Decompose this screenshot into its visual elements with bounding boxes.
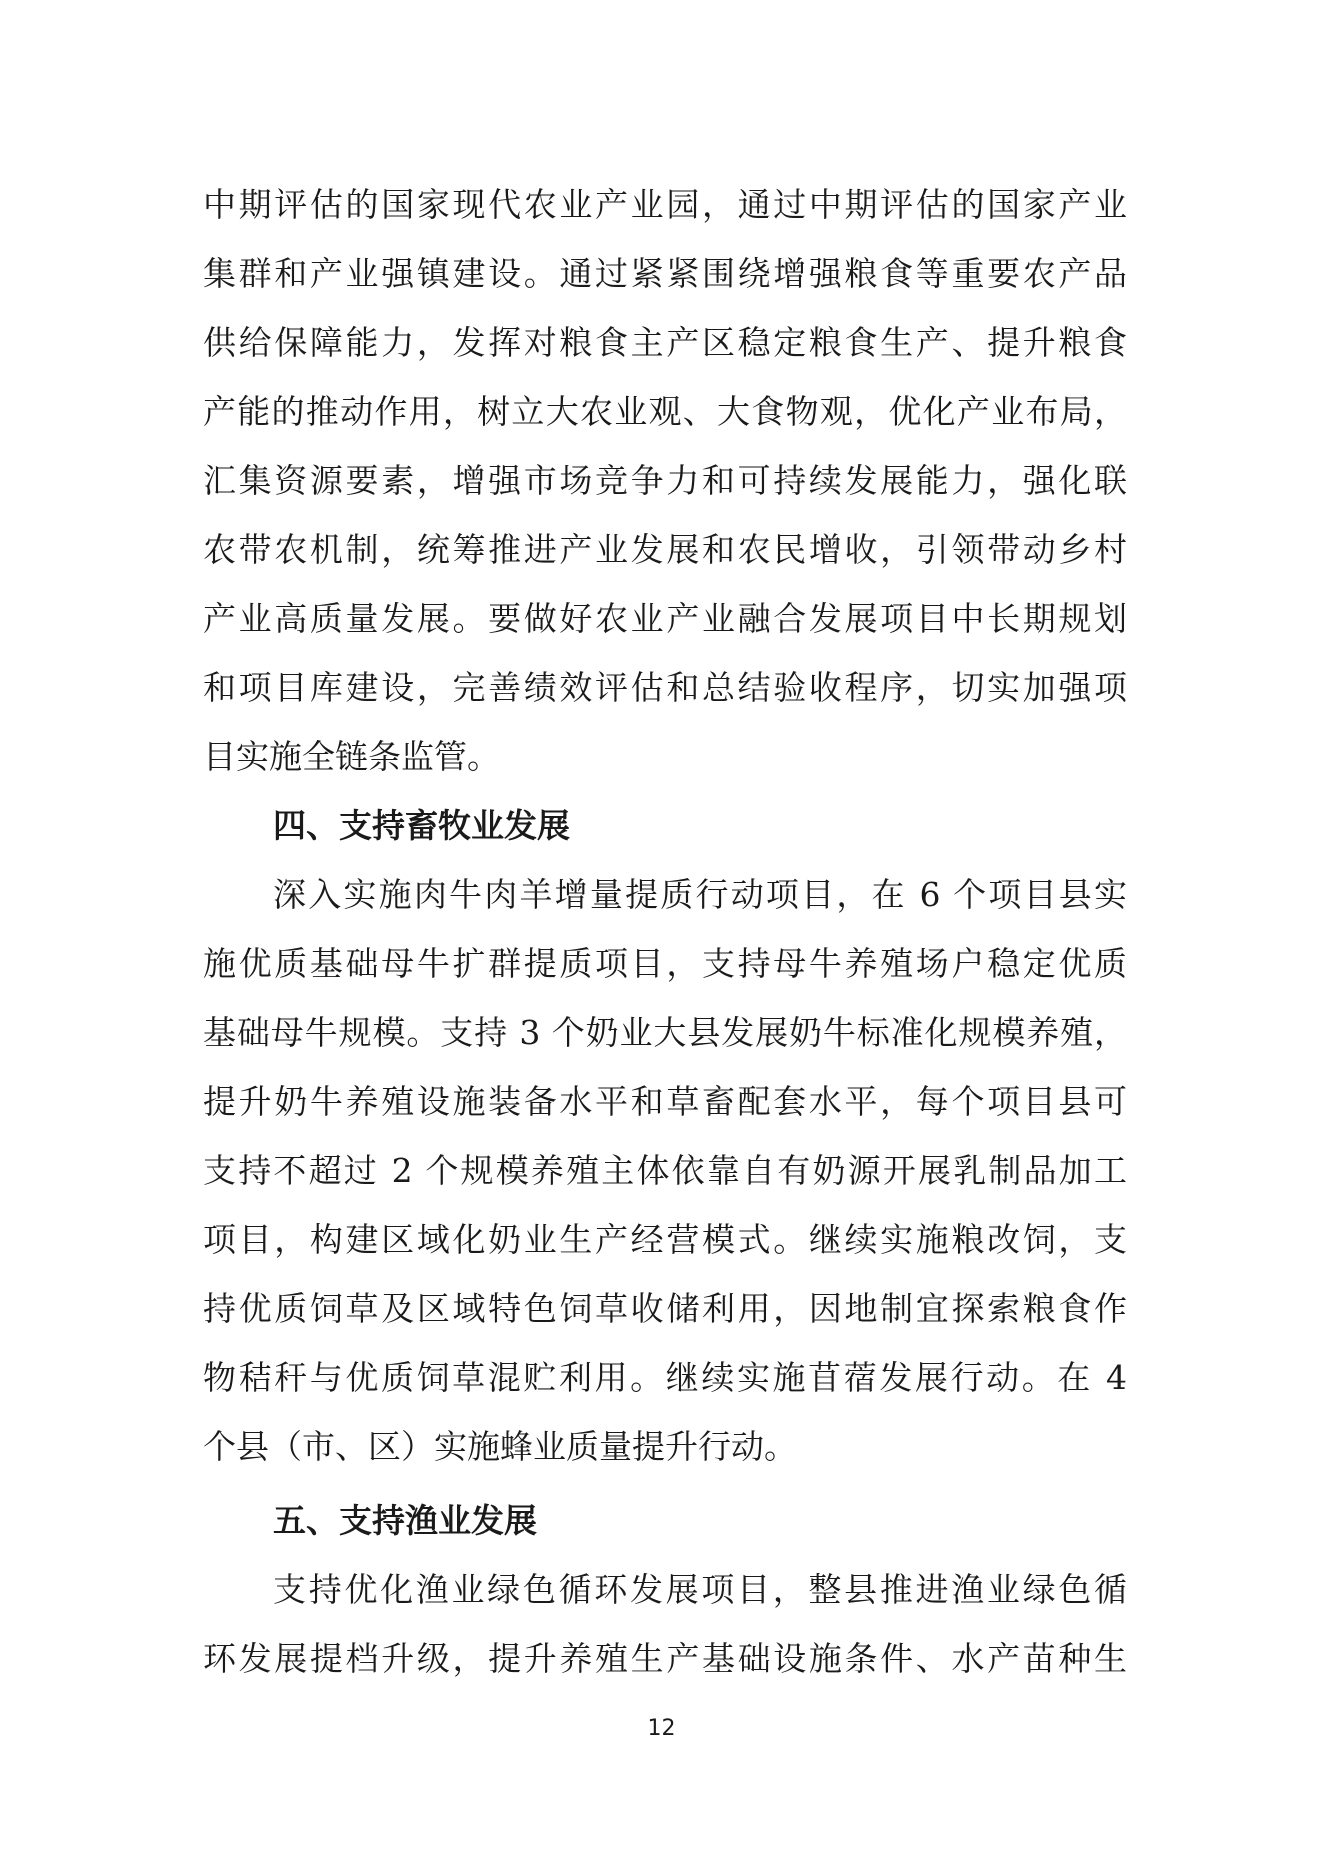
text-line: 基础母牛规模。支持 3 个奶业大县发展奶牛标准化规模养殖，	[203, 1013, 1127, 1052]
text-line: 支持不超过 2 个规模养殖主体依靠自有奶源开展乳制品加工	[203, 1151, 1127, 1190]
page-number: 12	[647, 1716, 676, 1741]
document-body	[203, 170, 1127, 1693]
text-line: 持优质饲草及区域特色饲草收储利用，因地制宜探索粮食作	[203, 1289, 1127, 1328]
text-line: 汇集资源要素，增强市场竞争力和可持续发展能力，强化联	[203, 461, 1127, 500]
text-line: 产业高质量发展。要做好农业产业融合发展项目中长期规划	[203, 599, 1127, 638]
text-line: 集群和产业强镇建设。通过紧紧围绕增强粮食等重要农产品	[203, 254, 1127, 293]
paragraph-continued	[203, 170, 1127, 791]
text-line: 产能的推动作用，树立大农业观、大食物观，优化产业布局，	[203, 392, 1127, 431]
section-livestock	[203, 791, 1127, 1481]
text-line: 项目，构建区域化奶业生产经营模式。继续实施粮改饲，支	[203, 1220, 1127, 1259]
text-line: 和项目库建设，完善绩效评估和总结验收程序，切实加强项	[203, 668, 1127, 707]
text-line: 施优质基础母牛扩群提质项目，支持母牛养殖场户稳定优质	[203, 944, 1127, 983]
text-line: 中期评估的国家现代农业产业园，通过中期评估的国家产业	[203, 185, 1127, 224]
text-line: 农带农机制，统筹推进产业发展和农民增收，引领带动乡村	[203, 530, 1127, 569]
text-line: 目实施全链条监管。	[203, 737, 500, 776]
section-fishery	[203, 1486, 1127, 1693]
text-line: 环发展提档升级，提升养殖生产基础设施条件、水产苗种生	[203, 1639, 1127, 1678]
text-line: 物秸秆与优质饲草混贮利用。继续实施苜蓿发展行动。在 4	[203, 1358, 1127, 1397]
text-line: 个县（市、区）实施蜂业质量提升行动。	[203, 1427, 797, 1466]
text-line: 深入实施肉牛肉羊增量提质行动项目，在 6 个项目县实	[273, 875, 1127, 914]
text-line: 提升奶牛养殖设施装备水平和草畜配套水平，每个项目县可	[203, 1082, 1127, 1121]
text-line: 支持优化渔业绿色循环发展项目，整县推进渔业绿色循	[273, 1570, 1127, 1609]
section-heading: 五、支持渔业发展	[273, 1501, 537, 1540]
section-heading: 四、支持畜牧业发展	[273, 806, 570, 845]
text-line: 供给保障能力，发挥对粮食主产区稳定粮食生产、提升粮食	[203, 323, 1127, 362]
